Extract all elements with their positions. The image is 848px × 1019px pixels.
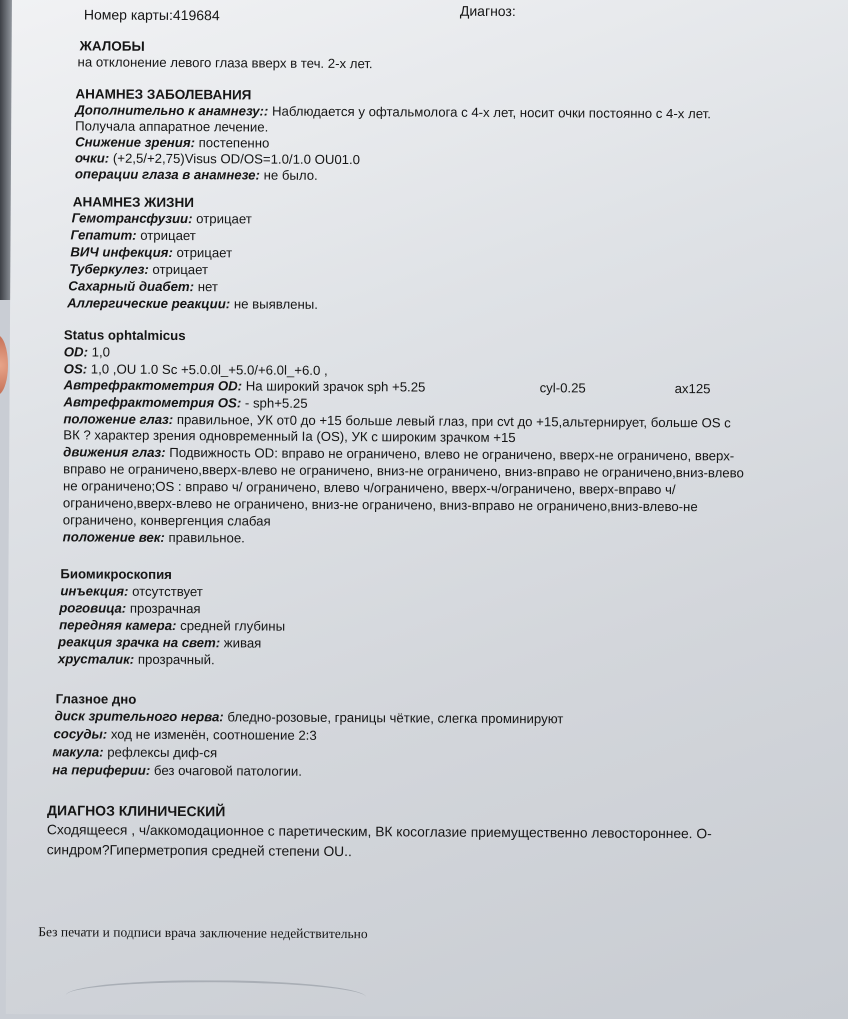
autorefractometry-od <box>64 377 426 395</box>
item-value: прозрачная <box>126 600 201 617</box>
fundus-title: Глазное дно <box>55 691 137 707</box>
fundus-item <box>52 762 302 780</box>
autoref-os-value: - sph+5.25 <box>241 395 308 411</box>
eye-position-line: правильное, УК от0 до +15 больше левый глаз, при cvt до +15,альтернирует, больше OS с <box>173 411 731 431</box>
clinical-diagnosis-title: ДИАГНОЗ КЛИНИЧЕСКИЙ <box>46 802 226 820</box>
eye-position-line: ВК ? характер зрения одновременный Ia (OS), УК с широким зрачком +15 <box>63 427 516 446</box>
item-label: Гепатит: <box>70 227 137 243</box>
biomicroscopy-item <box>58 651 215 668</box>
item-label: передняя камера: <box>59 617 177 634</box>
biomicroscopy-item <box>60 583 203 600</box>
vision-decline-label: Снижение зрения: <box>75 134 196 151</box>
os-value: 1,0 ,OU 1.0 Sc +5.0.0l_+5.0/+6.0l_+6.0 , <box>87 361 328 378</box>
finger-edge <box>0 335 8 395</box>
glasses-value: (+2,5/+2,75)Visus OD/OS=1.0/1.0 OU01.0 <box>109 150 361 168</box>
item-value: прозрачный. <box>134 651 215 668</box>
status-title: Status ophtalmicus <box>63 327 186 344</box>
card-number-value: 419684 <box>172 6 220 24</box>
item-label: роговица: <box>59 600 127 616</box>
item-label: Гемотрансфузии: <box>71 210 193 227</box>
eye-movement-line: не ограничено;OS : вправо ч/ ограничено, влево ч/ограничено, вверх-ч/ограничено, вверх-вправо ч/ <box>62 478 676 498</box>
clinical-diagnosis-line: синдром?Гиперметропия средней степени OU.. <box>46 842 352 860</box>
eyelid-position-value: правильное. <box>164 529 245 546</box>
treatment-text: Получала аппаратное лечение. <box>75 118 269 135</box>
item-label: Туберкулез: <box>69 261 149 277</box>
additional-anamnesis-label: Дополнительно к анамнезу:: <box>75 102 269 119</box>
fundus-item <box>55 708 564 727</box>
additional-anamnesis-value: Наблюдается у офтальмолога с 4-х лет, носит очки постоянно с 4-х лет. <box>268 103 711 122</box>
life-history-item <box>70 227 195 244</box>
item-value: отрицает <box>136 227 196 244</box>
vision-decline <box>75 134 269 151</box>
eyelid-position-label: положение век: <box>62 529 165 545</box>
item-label: Сахарный диабет: <box>68 278 195 295</box>
eye-movement-line: ограничено,вверх-влево не ограничено, вниз-не ограничено, вниз-вправо не ограничено,вниз-влево-не <box>62 495 698 515</box>
diagnosis-header-label: Диагноз: <box>459 2 516 20</box>
eye-movement-line: Подвижность OD: вправо не ограничено, влево не ограничено, вверх-не ограничено, вверх- <box>165 444 735 464</box>
clinical-diagnosis-line: Сходящееся , ч/аккомодационное с паретическим, ВК косоглазие приемущественно левостороннее. О- <box>46 822 712 842</box>
biomicroscopy-item <box>59 600 200 617</box>
glasses <box>75 150 360 168</box>
eye-surgery-label: операции глаза в анамнезе: <box>74 166 260 183</box>
life-history-item <box>69 261 208 278</box>
item-label: ВИЧ инфекция: <box>70 244 173 260</box>
biomicroscopy-item <box>59 617 285 634</box>
card-number <box>84 6 220 23</box>
item-label: инъекция: <box>60 583 129 599</box>
biomicroscopy-item <box>58 634 261 651</box>
eye-movement-line: вправо не ограничено,вверх-влево не ограничено, вниз-не ограничено, вниз-вправо не ограничено,вниз-влево <box>63 461 744 481</box>
item-label: диск зрительного нерва: <box>54 708 224 725</box>
autoref-od-cyl: cyl-0.25 <box>539 380 586 396</box>
paper-fold <box>66 979 366 1013</box>
biomicroscopy-title: Биомикроскопия <box>60 566 172 582</box>
item-value: нет <box>194 279 218 295</box>
item-value: ход не изменён, соотношение 2:3 <box>107 726 317 743</box>
item-label: на периферии: <box>52 762 151 778</box>
complaints-title: ЖАЛОБЫ <box>79 38 145 54</box>
life-history-item <box>68 278 218 295</box>
item-label: макула: <box>52 744 104 760</box>
item-value: рефлексы диф-ся <box>103 744 218 761</box>
autorefractometry-os <box>63 394 307 411</box>
eye-movement-label: движения глаз: <box>63 444 166 460</box>
autoref-os-label: Автрефрактометрия OS: <box>63 394 242 411</box>
life-history-item <box>67 295 318 313</box>
glasses-label: очки: <box>74 150 110 166</box>
item-label: Аллергические реакции: <box>67 295 231 312</box>
item-label: сосуды: <box>53 726 108 742</box>
os-label: OS: <box>63 361 88 377</box>
autoref-od-label: Автрефрактометрия OD: <box>63 377 243 394</box>
od-label: OD: <box>63 344 89 360</box>
eyelid-position <box>63 529 245 546</box>
eye-surgery-value: не было. <box>259 167 318 183</box>
item-value: живая <box>220 635 262 651</box>
vision-decline-value: постепенно <box>194 135 270 151</box>
autoref-od-axis: ax125 <box>674 381 711 397</box>
od-visus <box>64 344 110 360</box>
item-value: без очаговой патологии. <box>150 762 302 779</box>
item-label: хрусталик: <box>57 651 135 667</box>
life-history-item <box>72 210 252 227</box>
autoref-od-value: На широкий зрачок sph +5.25 <box>242 378 426 395</box>
item-value: средней глубины <box>176 618 286 634</box>
eye-position-label: положение глаз: <box>63 411 174 427</box>
item-value: отрицает <box>148 261 209 278</box>
item-value: отрицает <box>192 211 252 227</box>
od-value: 1,0 <box>87 344 111 360</box>
fundus-item <box>52 744 217 761</box>
eye-movement-line: ограничено, конвергенция слабая <box>62 512 271 529</box>
item-value: не выявлены. <box>230 296 318 312</box>
disease-history-title: АНАМНЕЗ ЗАБОЛЕВАНИЯ <box>75 86 252 103</box>
medical-report-page <box>6 0 848 1019</box>
item-value: отрицает <box>172 244 233 261</box>
os-visus <box>64 361 328 379</box>
item-value: отсутствует <box>128 583 203 600</box>
card-number-label: Номер карты: <box>83 6 173 23</box>
footer-validity-note: Без печати и подписи врача заключение недействительно <box>38 924 368 942</box>
life-history-item <box>70 244 232 261</box>
item-value: бледно-розовые, границы чёткие, слегка проминируют <box>223 709 564 727</box>
life-history-title: АНАМНЕЗ ЖИЗНИ <box>72 194 195 211</box>
eye-surgery <box>75 166 318 183</box>
complaints-text: на отклонение левого глаза вверх в теч. 2-х лет. <box>77 54 373 72</box>
fundus-item <box>53 726 316 744</box>
item-label: реакция зрачка на свет: <box>57 634 221 651</box>
